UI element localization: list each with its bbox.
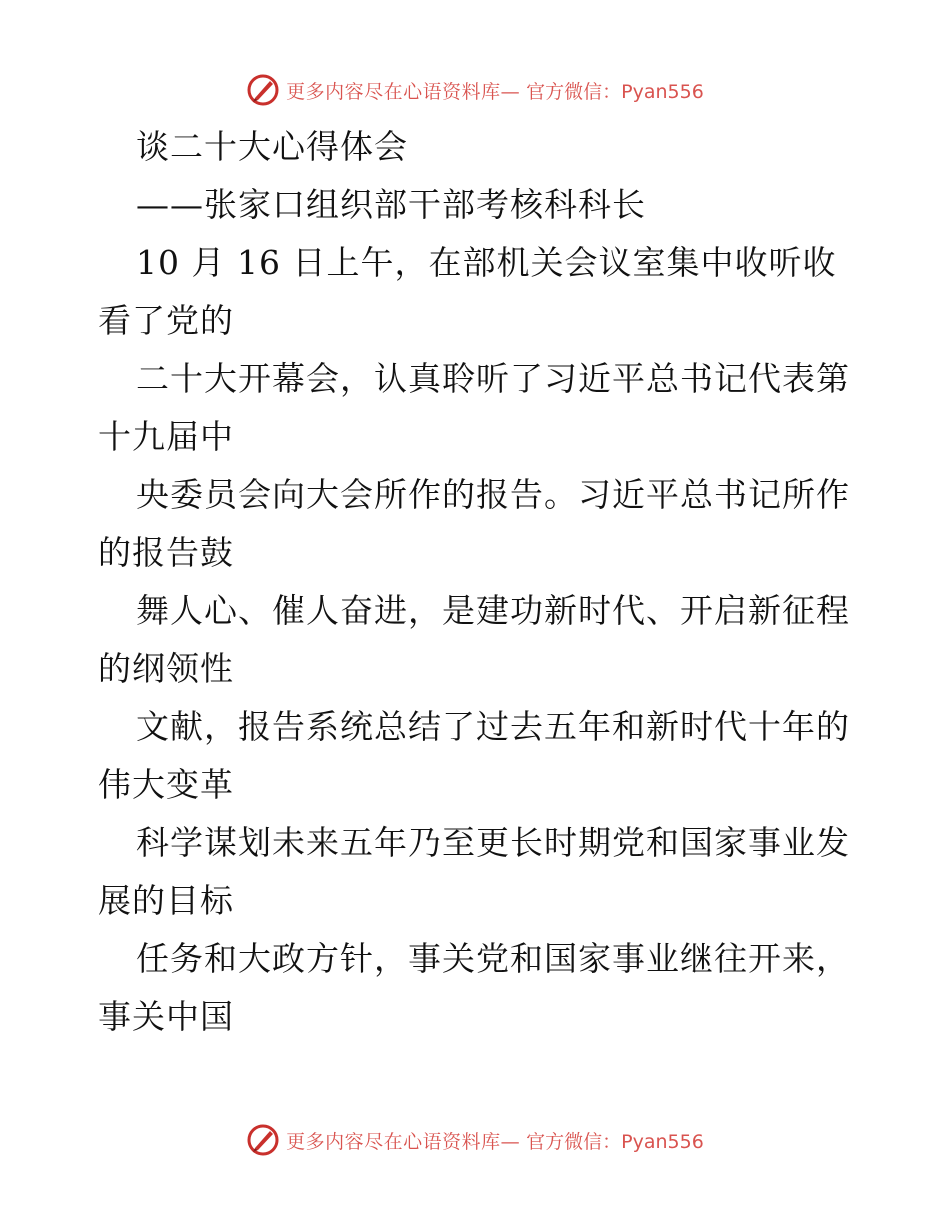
footer-banner bbox=[0, 1120, 950, 1160]
pen-logo-icon bbox=[246, 1123, 280, 1157]
body-line: 的报告鼓 bbox=[98, 533, 234, 572]
footer-banner-wechat: 官方微信：Pyan556 bbox=[526, 1130, 704, 1153]
body-line: 伟大变革 bbox=[98, 765, 234, 804]
footer-banner-text: 更多内容尽在心语资料库— bbox=[286, 1130, 521, 1153]
body-line: 任务和大政方针，事关党和国家事业继往开来， bbox=[136, 939, 850, 978]
body-line: 二十大开幕会，认真聆听了习近平总书记代表第 bbox=[136, 359, 850, 398]
body-line: 看了党的 bbox=[98, 301, 234, 340]
header-banner bbox=[0, 70, 950, 110]
header-banner-text: 更多内容尽在心语资料库— bbox=[286, 80, 521, 103]
body-line: 事关中国 bbox=[98, 997, 234, 1036]
body-line: 科学谋划未来五年乃至更长时期党和国家事业发 bbox=[136, 823, 850, 862]
pen-logo-icon bbox=[246, 73, 280, 107]
body-line: 舞人心、催人奋进，是建功新时代、开启新征程 bbox=[136, 591, 850, 630]
document-title: 谈二十大心得体会 bbox=[136, 127, 408, 166]
body-line: 的纲领性 bbox=[98, 649, 234, 688]
document-body bbox=[98, 118, 858, 1046]
header-banner-wechat: 官方微信：Pyan556 bbox=[526, 80, 704, 103]
document-author: ——张家口组织部干部考核科科长 bbox=[136, 185, 646, 224]
body-line: 文献，报告系统总结了过去五年和新时代十年的 bbox=[136, 707, 850, 746]
body-line: 十九届中 bbox=[98, 417, 234, 456]
body-line: 央委员会向大会所作的报告。习近平总书记所作 bbox=[136, 475, 850, 514]
body-line: 展的目标 bbox=[98, 881, 234, 920]
body-line: 10 月 16 日上午，在部机关会议室集中收听收 bbox=[136, 243, 837, 282]
